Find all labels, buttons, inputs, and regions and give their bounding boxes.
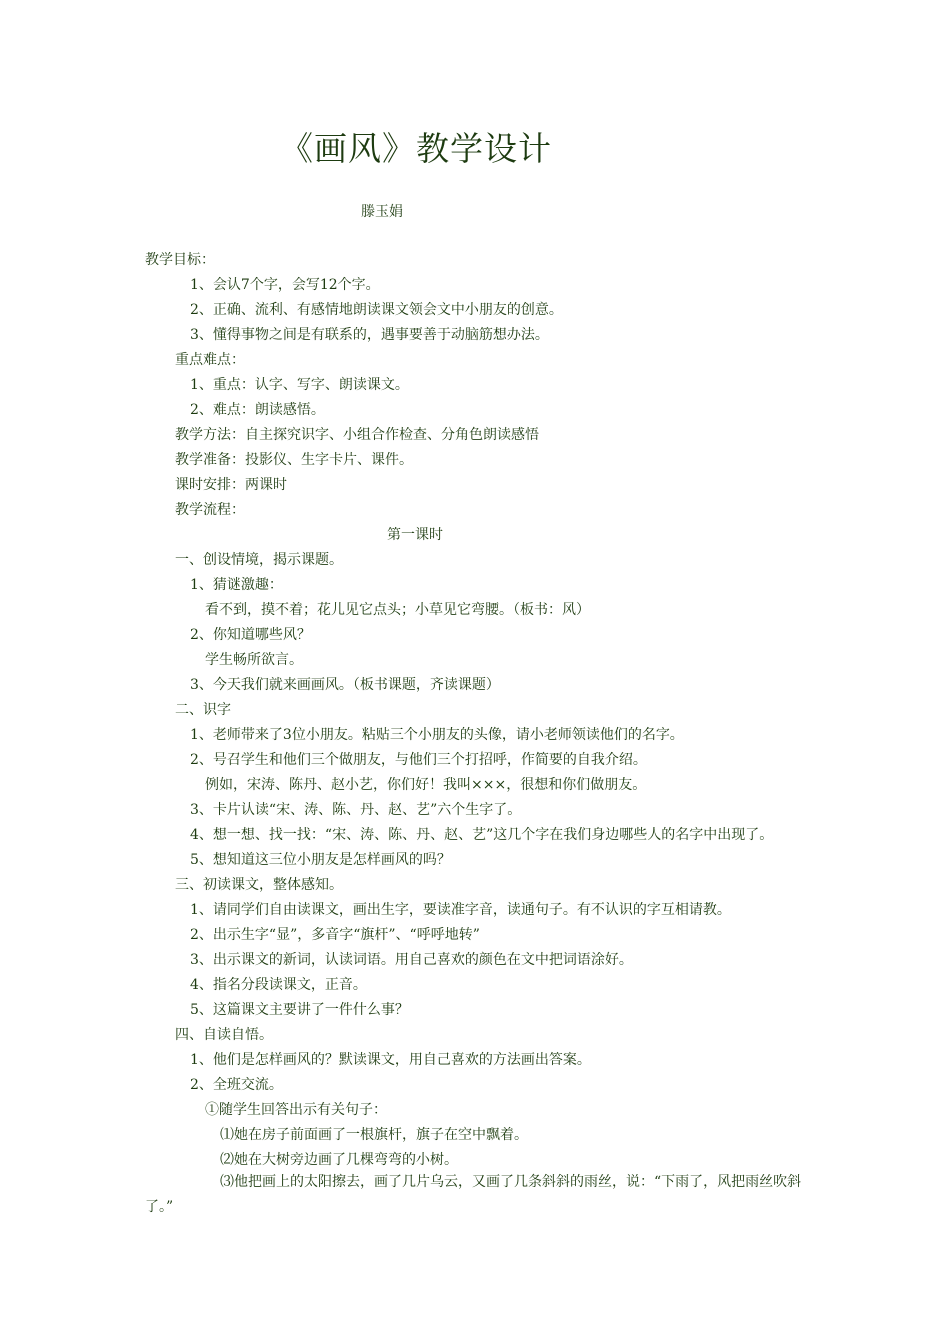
section-heading-process: 教学流程： — [175, 502, 245, 518]
objective-item: 2、正确、流利、有感情地朗读课文领会文中小朋友的创意。 — [190, 302, 563, 318]
key-point-item: 2、难点：朗读感悟。 — [190, 402, 325, 418]
section-heading-objectives: 教学目标： — [145, 252, 215, 268]
quoted-sentence: ⑵她在大树旁边画了几棵弯弯的小树。 — [220, 1152, 458, 1168]
section-heading-key-points: 重点难点： — [175, 352, 245, 368]
class-schedule: 课时安排：两课时 — [175, 477, 287, 493]
step-item: 3、今天我们就来画画风。（板书课题，齐读课题） — [190, 677, 500, 693]
step-heading: 一、创设情境，揭示课题。 — [175, 552, 343, 568]
step-item: 3、出示课文的新词，认读词语。用自己喜欢的颜色在文中把词语涂好。 — [190, 952, 633, 968]
objective-item: 3、懂得事物之间是有联系的，遇事要善于动脑筋想办法。 — [190, 327, 549, 343]
step-heading: 二、识字 — [175, 702, 231, 718]
key-point-item: 1、重点：认字、写字、朗读课文。 — [190, 377, 409, 393]
step-item: 2、出示生字“显”，多音字“旗杆”、“呼呼地转” — [190, 927, 480, 943]
document-author: 滕玉娟 — [361, 204, 403, 220]
step-item: 1、请同学们自由读课文，画出生字，要读准字音，读通句子。有不认识的字互相请教。 — [190, 902, 731, 918]
teaching-preparation: 教学准备：投影仪、生字卡片、课件。 — [175, 452, 413, 468]
step-detail: 看不到，摸不着；花儿见它点头；小草见它弯腰。（板书：风） — [205, 602, 590, 618]
step-heading: 四、自读自悟。 — [175, 1027, 273, 1043]
step-item: 5、想知道这三位小朋友是怎样画风的吗？ — [190, 852, 451, 868]
quoted-sentence: ⑴她在房子前面画了一根旗杆，旗子在空中飘着。 — [220, 1127, 528, 1143]
step-item: 2、你知道哪些风？ — [190, 627, 311, 643]
document-title: 《画风》教学设计 — [280, 129, 552, 168]
step-item: 1、老师带来了3位小朋友。粘贴三个小朋友的头像，请小老师领读他们的名字。 — [190, 727, 684, 743]
step-detail: ①随学生回答出示有关句子： — [205, 1102, 387, 1118]
lesson-heading: 第一课时 — [387, 527, 443, 543]
step-item: 1、猜谜激趣： — [190, 577, 283, 593]
step-item: 1、他们是怎样画风的？默读课文，用自己喜欢的方法画出答案。 — [190, 1052, 591, 1068]
step-detail: 例如，宋涛、陈丹、赵小艺，你们好！我叫×××，很想和你们做朋友。 — [205, 777, 647, 793]
objective-item: 1、会认7个字，会写12个字。 — [190, 277, 380, 293]
teaching-methods: 教学方法：自主探究识字、小组合作检查、分角色朗读感悟 — [175, 427, 539, 443]
step-item: 2、号召学生和他们三个做朋友，与他们三个打招呼，作简要的自我介绍。 — [190, 752, 647, 768]
quoted-sentence-wrapped: ⑶他把画上的太阳擦去，画了几片乌云，又画了几条斜斜的雨丝，说：“下雨了，风把雨丝吹斜了。” — [145, 1174, 802, 1215]
step-item: 2、全班交流。 — [190, 1077, 283, 1093]
step-item: 3、卡片认读“宋、涛、陈、丹、赵、艺”六个生字了。 — [190, 802, 522, 818]
step-detail: 学生畅所欲言。 — [205, 652, 303, 668]
step-item: 4、指名分段读课文，正音。 — [190, 977, 367, 993]
step-item: 4、想一想、找一找：“宋、涛、陈、丹、赵、艺”这几个字在我们身边哪些人的名字中出现了。 — [190, 827, 774, 843]
step-heading: 三、初读课文，整体感知。 — [175, 877, 343, 893]
step-item: 5、这篇课文主要讲了一件什么事？ — [190, 1002, 409, 1018]
